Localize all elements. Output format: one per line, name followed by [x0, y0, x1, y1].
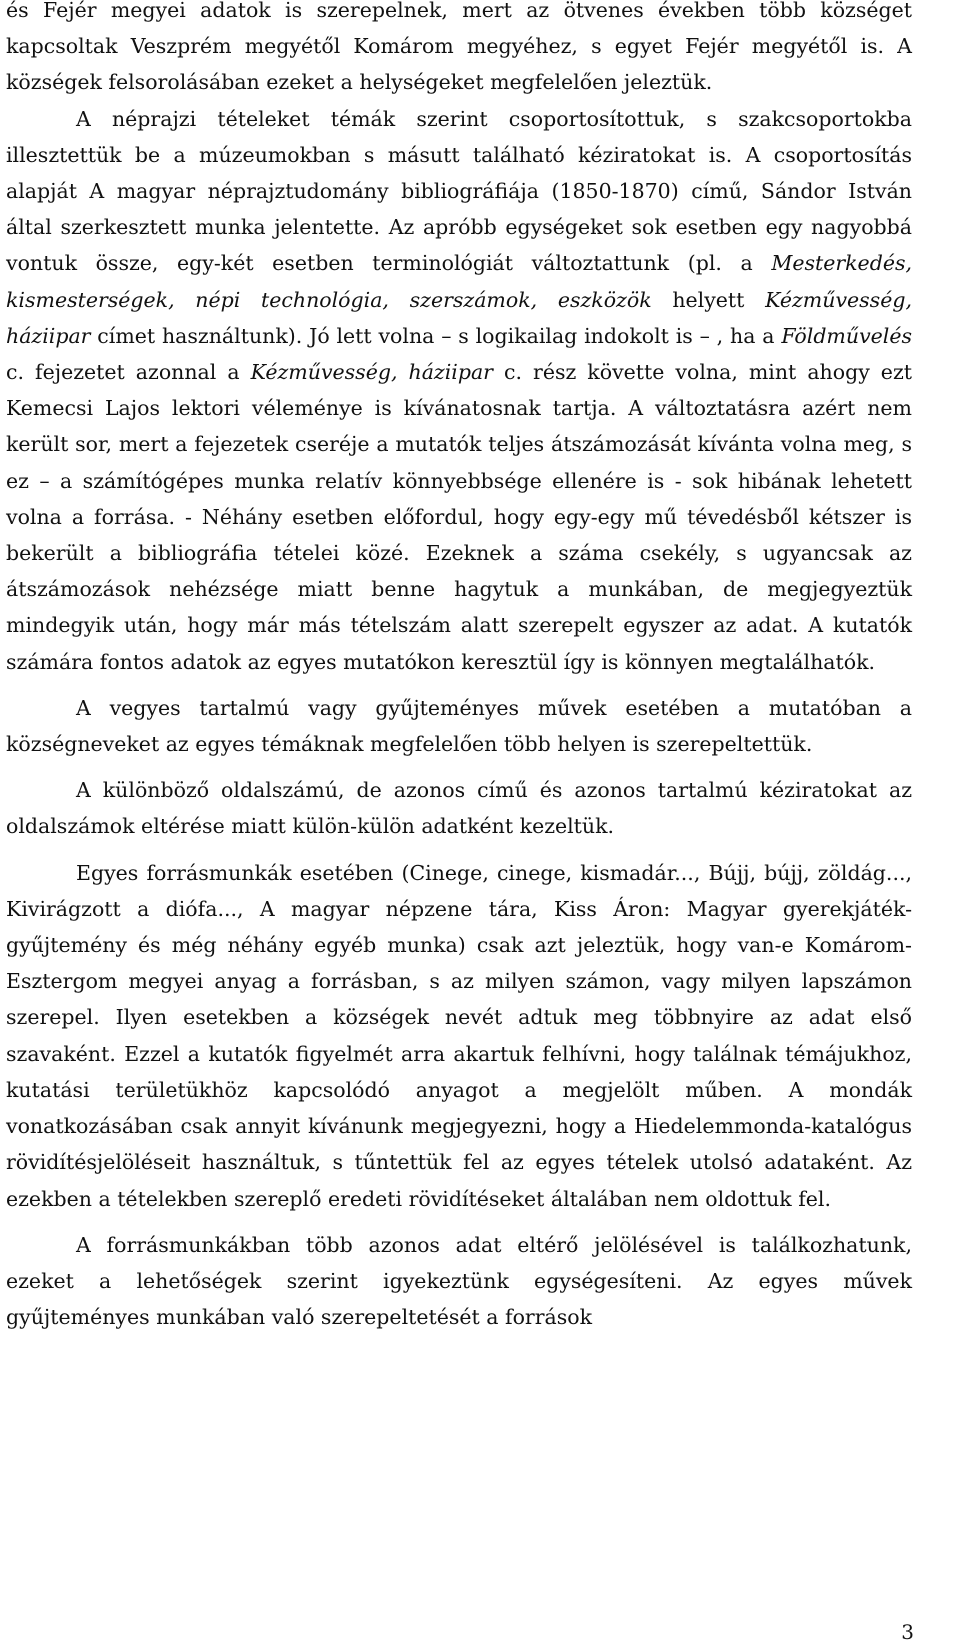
text-segment: c. fejezetet azonnal a	[6, 360, 251, 385]
italic-text: Kézművesség, háziipar	[6, 287, 912, 348]
page-number: 3	[901, 1620, 914, 1644]
text-segment: A forrásmunkákban több azonos adat eltérő jelölésével is találkozhatunk, ezeket a lehetőségek szerint igyekeztünk egységesíteni. Az egyes művek gyűjteményes munkában való szerepeltetését a források	[6, 1232, 912, 1330]
paragraph-5	[6, 855, 912, 1217]
text-segment: A különböző oldalszámú, de azonos című és azonos tartalmú kéziratokat az oldalszámok eltérése miatt külön-külön adatként kezeltük.	[6, 778, 912, 839]
text-segment: helyett	[651, 287, 766, 312]
paragraph-6	[6, 1227, 912, 1336]
italic-text: Kézművesség, háziipar	[250, 360, 493, 385]
text-segment: c. rész követte volna, mint ahogy ezt Kemecsi Lajos lektori véleménye is kívánatosnak tartja. A változtatásra azért nem került sor, mert a fejezetek cseréje a mutatók teljes átszámozását kívánta volna meg, s ez – a számítógépes munka relatív könnyebbsége ellenére is - sok hibának lehetett volna a forrása. - Néhány esetben előfordul, hogy egy-egy mű tévedésből kétszer is bekerült a bibliográfia tételei közé. Ezeknek a száma csekély, s ugyancsak az átszámozások nehézsége miatt benne hagytuk a munkában, de megjegyeztük mindegyik után, hogy már más tételszám alatt szerepelt egyszer az adat. A kutatók számára fontos adatok az egyes mutatókon keresztül így is könnyen megtalálhatók.	[6, 360, 912, 674]
paragraph-4	[6, 772, 912, 844]
paragraph-3	[6, 690, 912, 762]
paragraph-1	[6, 0, 912, 101]
document-page	[6, 0, 912, 1335]
body-text	[6, 0, 912, 1335]
text-segment: A néprajzi tételeket témák szerint csoportosítottuk, s szakcsoportokba illesztettük be a múzeumokban s másutt található kéziratokat is. A csoportosítás alapját A magyar néprajztudomány bibliográfiája (1850-1870) című, Sándor István által szerkesztett munka jelentette. Az apróbb egységeket sok esetben egy nagyobbá vontuk össze, egy-két esetben terminológiát változtattunk (pl. a	[6, 106, 912, 276]
paragraph-2	[6, 101, 912, 680]
italic-text: Mesterkedés, kismesterségek, népi technológia, szerszámok, eszközök	[6, 251, 912, 312]
text-segment: Egyes forrásmunkák esetében (Cinege, cinege, kismadár..., Bújj, bújj, zöldág..., Kivirágzott a diófa..., A magyar népzene tára, Kiss Áron: Magyar gyerekjáték-gyűjtemény és még néhány egyéb munka) csak azt jeleztük, hogy van-e Komárom-Esztergom megyei anyag a forrásban, s az milyen számon, vagy milyen lapszámon szerepel. Ilyen esetekben a községek nevét adtuk meg többnyire az adat első szavaként. Ezzel a kutatók figyelmét arra akartuk felhívni, hogy találnak témájukhoz, kutatási területükhöz kapcsolódó anyagot a megjelölt műben. A mondák vonatkozásában csak annyit kívánunk megjegyezni, hogy a Hiedelemmonda-katalógus rövidítésjelöléseit használtuk, s tűntettük fel az egyes tételek utolsó adataként. Az ezekben a tételekben szereplő eredeti rövidítéseket általában nem oldottuk fel.	[6, 860, 912, 1211]
text-segment: címet használtunk). Jó lett volna – s logikailag indokolt is – , ha a	[90, 323, 782, 348]
italic-text: Földművelés	[781, 323, 912, 348]
text-segment: és Fejér megyei adatok is szerepelnek, mert az ötvenes években több községet kapcsoltak Veszprém megyétől Komárom megyéhez, s egyet Fejér megyétől is. A községek felsorolásában ezeket a helységeket megfelelően jeleztük.	[6, 0, 912, 95]
text-segment: A vegyes tartalmú vagy gyűjteményes művek esetében a mutatóban a községneveket az egyes témáknak megfelelően több helyen is szerepeltettük.	[6, 695, 912, 757]
